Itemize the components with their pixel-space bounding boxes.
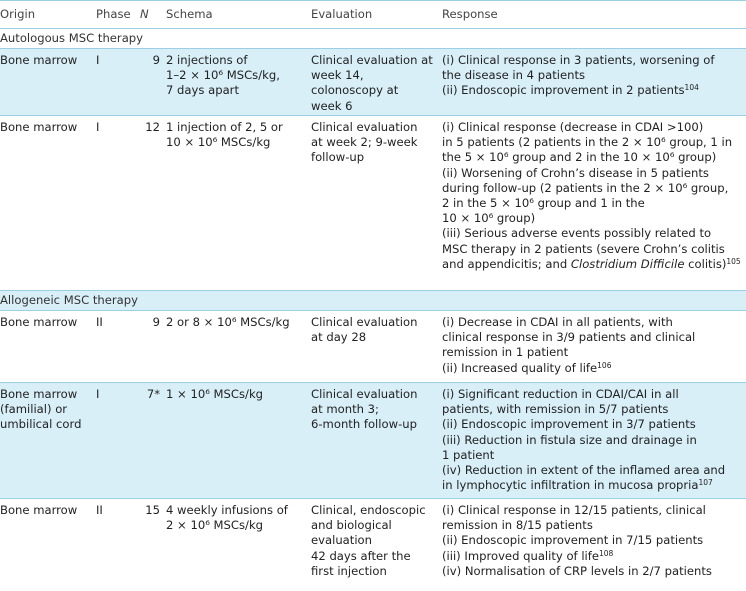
- evaluation-line: 42 days after the: [311, 548, 411, 563]
- evaluation-line: Clinical evaluation: [311, 387, 418, 401]
- response-line: remission in 1 patient: [442, 345, 569, 360]
- response-cell: [442, 383, 746, 499]
- response-line: MSC therapy in 2 patients (severe Crohn’s colitis: [442, 241, 725, 256]
- response-line: the disease in 4 patients: [442, 68, 586, 83]
- response-item: [442, 564, 746, 579]
- response-item: [442, 417, 746, 432]
- table-row: [0, 311, 746, 383]
- schema-line: 1 × 10⁶ MSCs/kg: [166, 387, 264, 401]
- response-item: [442, 463, 746, 493]
- response-item: [442, 166, 746, 227]
- response-item: [442, 361, 746, 376]
- response-line: (iii) Reduction in fistula size and drainage in: [442, 432, 697, 447]
- response-line: patients, with remission in 5/7 patients: [442, 402, 669, 417]
- header-n: N: [140, 6, 149, 21]
- response-line: and appendicitis; and Clostridium Difficile colitis): [442, 256, 727, 271]
- origin-line: Bone marrow: [0, 387, 78, 401]
- table-row: [0, 49, 746, 116]
- origin-line: Bone marrow: [0, 120, 78, 134]
- schema-line: 2 × 10⁶ MSCs/kg: [166, 518, 264, 533]
- reference-number: 105: [726, 256, 741, 266]
- response-line: 1 patient: [442, 447, 495, 462]
- schema-line: 2 or 8 × 10⁶ MSCs/kg: [166, 315, 290, 329]
- response-line: remission in 8/15 patients: [442, 518, 593, 533]
- response-line: in 5 patients (2 patients in the 2 × 10⁶ group, 1 in: [442, 135, 733, 150]
- evaluation-line: at week 2; 9-week: [311, 135, 418, 150]
- evaluation-cell: [311, 116, 442, 291]
- evaluation-line: week 6: [311, 98, 353, 113]
- evaluation-line: Clinical evaluation: [311, 315, 418, 329]
- response-cell: [442, 49, 746, 116]
- response-item: [442, 387, 746, 417]
- response-line: 10 × 10⁶ group): [442, 211, 536, 226]
- phase-cell: II: [96, 503, 103, 517]
- reference-number: 107: [698, 478, 713, 488]
- table-row: [0, 116, 746, 291]
- response-line: (ii) Endoscopic improvement in 7/15 patients: [442, 533, 704, 548]
- response-line: (iv) Normalisation of CRP levels in 2/7 patients: [442, 563, 712, 578]
- response-item: [442, 549, 746, 564]
- header-phase: Phase: [96, 6, 131, 21]
- response-line: 2 in the 5 × 10⁶ group and 1 in the: [442, 196, 645, 211]
- response-item: [442, 226, 746, 272]
- evaluation-line: colonoscopy at: [311, 83, 399, 98]
- evaluation-line: follow-up: [311, 150, 365, 165]
- origin-cell: [0, 499, 96, 590]
- schema-cell: [166, 311, 311, 383]
- header-evaluation: Evaluation: [311, 6, 373, 21]
- evaluation-line: Clinical evaluation at: [311, 53, 433, 67]
- origin-line: Bone marrow: [0, 503, 78, 517]
- schema-cell: [166, 116, 311, 291]
- origin-cell: [0, 49, 96, 116]
- origin-line: Bone marrow: [0, 53, 78, 67]
- origin-line: umbilical cord: [0, 417, 82, 432]
- response-line: (iii) Serious adverse events possibly related to: [442, 226, 712, 241]
- response-item: [442, 83, 746, 98]
- phase-cell: II: [96, 311, 140, 383]
- evaluation-cell: [311, 311, 442, 383]
- schema-line: 4 weekly infusions of: [166, 503, 288, 517]
- phase-cell: I: [96, 49, 140, 116]
- response-line: (iv) Reduction in extent of the inflamed area and: [442, 463, 726, 478]
- evaluation-line: evaluation: [311, 533, 372, 548]
- schema-line: 1–2 × 10⁶ MSCs/kg,: [166, 68, 280, 83]
- schema-cell: [166, 383, 311, 499]
- header-origin: Origin: [0, 6, 36, 21]
- response-item: [442, 120, 746, 166]
- response-line: (ii) Worsening of Crohn’s disease in 5 patients: [442, 165, 709, 180]
- evaluation-line: first injection: [311, 563, 387, 578]
- schema-cell: [166, 499, 311, 590]
- table-row: [0, 499, 746, 590]
- table-row: [0, 383, 746, 499]
- response-line: (iii) Improved quality of life: [442, 548, 599, 563]
- evaluation-line: week 14,: [311, 68, 364, 83]
- origin-cell: [0, 311, 96, 383]
- origin-cell: [0, 116, 96, 291]
- n-cell: 7*: [140, 383, 166, 499]
- evaluation-line: at month 3;: [311, 402, 379, 417]
- response-line: during follow-up (2 patients in the 2 × 10⁶ group,: [442, 180, 729, 195]
- response-line: (i) Clinical response in 12/15 patients, clinical: [442, 503, 706, 517]
- response-item: [442, 315, 746, 361]
- table-header: [0, 1, 746, 29]
- origin-line: (familial) or: [0, 402, 68, 417]
- evaluation-cell: [311, 49, 442, 116]
- reference-number: 104: [684, 83, 699, 93]
- header-schema: Schema: [166, 6, 213, 21]
- reference-number: 108: [598, 548, 614, 558]
- evaluation-line: Clinical evaluation: [311, 120, 418, 134]
- response-item: [442, 433, 746, 463]
- response-line: (i) Clinical response (decrease in CDAI >100): [442, 120, 704, 134]
- response-line: clinical response in 3/9 patients and clinical: [442, 330, 696, 345]
- response-line: the 5 × 10⁶ group and 2 in the 10 × 10⁶ group): [442, 150, 717, 165]
- response-line: in lymphocytic infiltration in mucosa propria: [442, 478, 699, 493]
- section-row-allogeneic: [0, 291, 746, 311]
- phase-cell: I: [96, 116, 140, 291]
- evaluation-cell: [311, 383, 442, 499]
- response-line: (i) Significant reduction in CDAI/CAI in all: [442, 387, 679, 401]
- response-line: (ii) Endoscopic improvement in 2 patients: [442, 83, 685, 98]
- evaluation-cell: [311, 499, 442, 590]
- response-line: (ii) Increased quality of life: [442, 360, 598, 375]
- schema-cell: [166, 49, 311, 116]
- response-cell: [442, 499, 746, 590]
- n-cell: 9: [140, 311, 166, 383]
- origin-line: Bone marrow: [0, 315, 78, 329]
- evaluation-line: at day 28: [311, 330, 367, 345]
- phase-cell: I: [96, 383, 140, 499]
- response-cell: [442, 311, 746, 383]
- reference-number: 106: [597, 360, 612, 370]
- response-item: [442, 533, 746, 548]
- n-cell: 12: [140, 116, 166, 291]
- section-title: Allogeneic MSC therapy: [0, 291, 746, 311]
- schema-line: 2 injections of: [166, 53, 248, 67]
- n-cell: 15: [145, 503, 160, 517]
- evaluation-line: and biological: [311, 518, 392, 533]
- section-title: Autologous MSC therapy: [0, 29, 746, 49]
- schema-line: 10 × 10⁶ MSCs/kg: [166, 135, 271, 150]
- response-cell: [442, 116, 746, 291]
- response-line: (i) Clinical response in 3 patients, worsening of: [442, 53, 715, 67]
- n-cell: 9: [140, 49, 166, 116]
- evaluation-line: 6-month follow-up: [311, 417, 417, 432]
- header-response: Response: [442, 6, 498, 21]
- evaluation-line: Clinical, endoscopic: [311, 503, 426, 517]
- response-line: (i) Decrease in CDAI in all patients, with: [442, 315, 673, 329]
- response-item: [442, 503, 746, 533]
- response-item: [442, 53, 746, 83]
- response-line: (ii) Endoscopic improvement in 3/7 patients: [442, 417, 696, 432]
- schema-line: 1 injection of 2, 5 or: [166, 120, 283, 134]
- origin-cell: [0, 383, 96, 499]
- schema-line: 7 days apart: [166, 83, 239, 98]
- section-row-autologous: [0, 29, 746, 49]
